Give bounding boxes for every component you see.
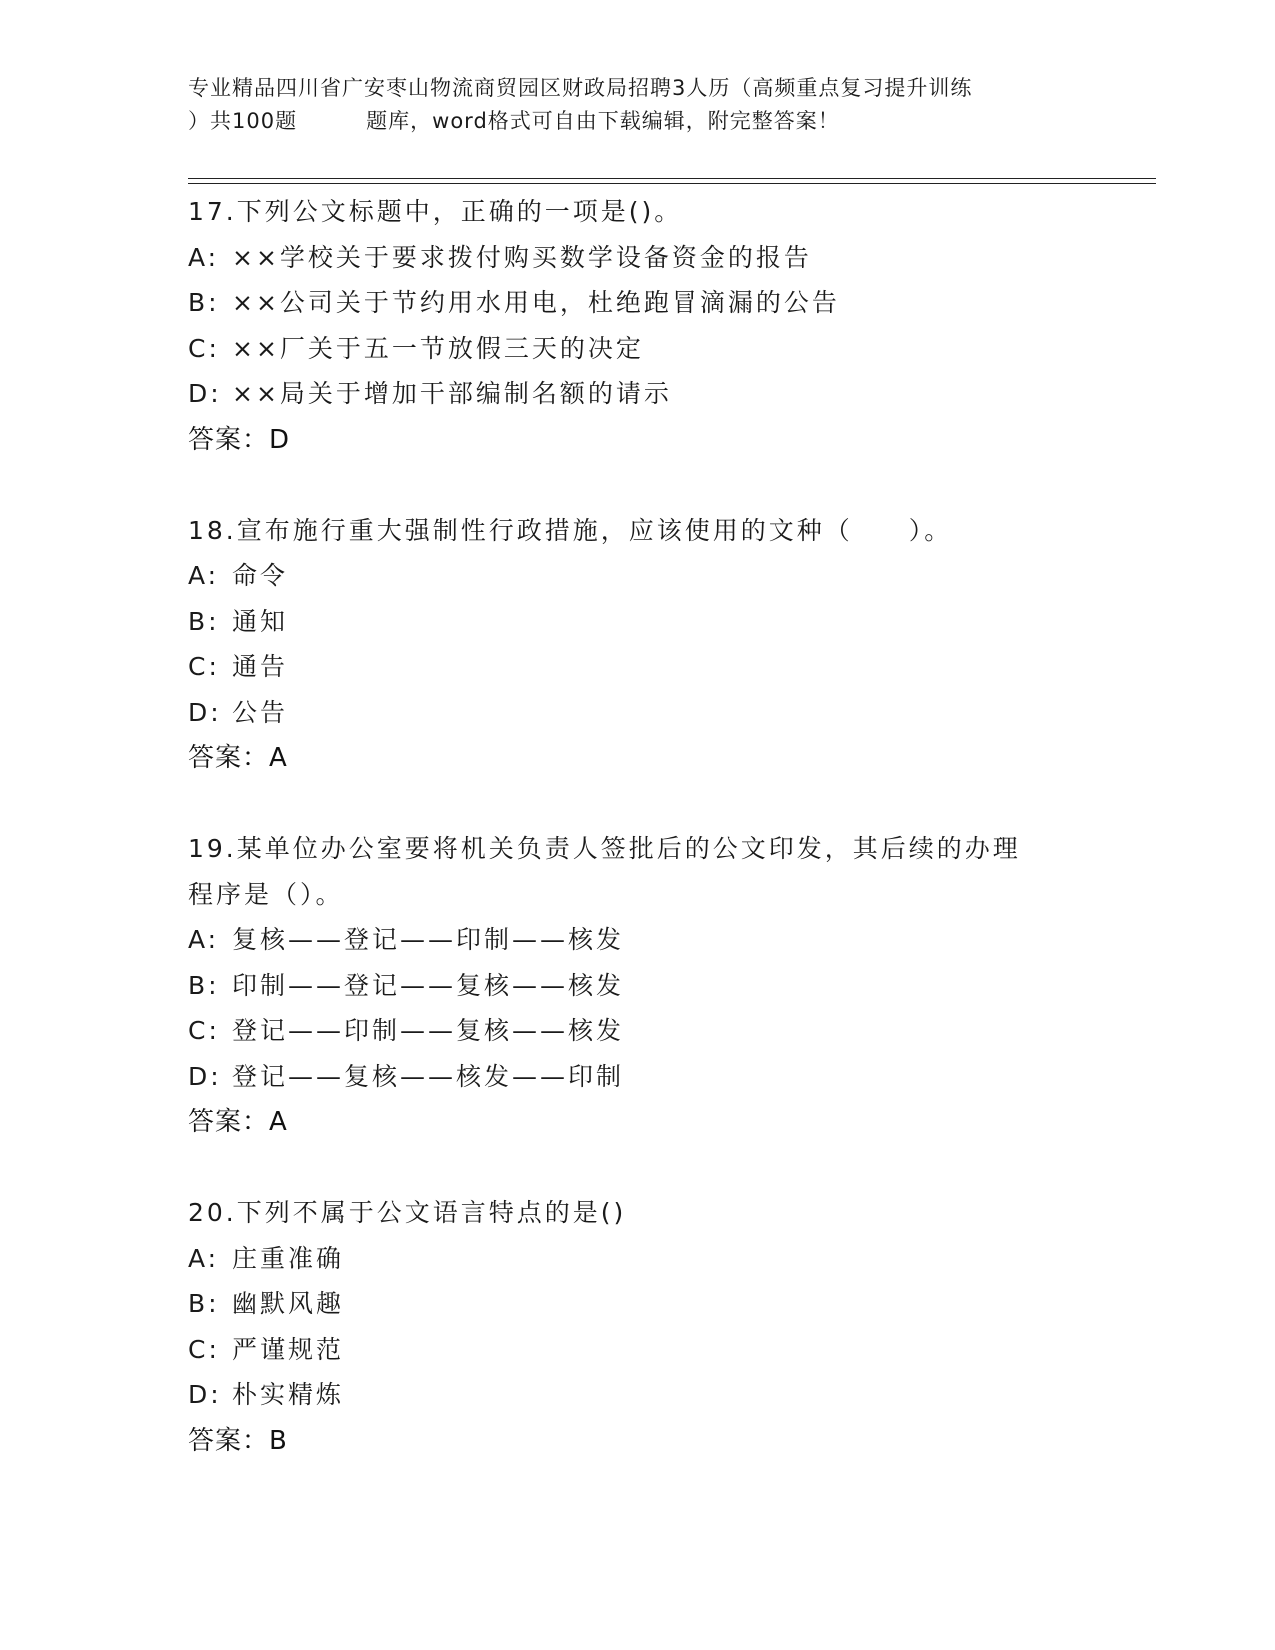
option-letter: D: xyxy=(188,379,222,408)
question-18 xyxy=(188,508,1088,782)
option-letter: A: xyxy=(188,925,220,954)
option-text: 登记——复核——核发——印制 xyxy=(232,1061,625,1091)
question-stem: 18.宣布施行重大强制性行政措施，应该使用的文种（ ）。 xyxy=(188,515,953,545)
option-text: 复核——登记——印制——核发 xyxy=(232,925,625,954)
option-text: ××局关于增加干部编制名额的请示 xyxy=(232,379,672,408)
option-letter: C: xyxy=(188,1016,220,1045)
question-list xyxy=(188,189,1088,1509)
option-letter: D: xyxy=(188,697,222,727)
option-d xyxy=(188,371,1088,417)
answer-label: 答案： xyxy=(188,1107,270,1137)
answer-value: A xyxy=(269,1107,288,1137)
option-b xyxy=(188,963,1088,1009)
option-letter: C: xyxy=(188,333,220,363)
option-letter: D: xyxy=(188,1380,222,1409)
question-19 xyxy=(188,826,1088,1145)
header-divider-top xyxy=(188,178,1156,179)
answer-label: 答案： xyxy=(188,743,270,773)
header-divider-bottom xyxy=(188,183,1156,184)
option-b xyxy=(188,599,1088,645)
option-text: 朴实精炼 xyxy=(232,1380,345,1409)
option-text: 通知 xyxy=(232,606,289,636)
option-letter: B: xyxy=(188,970,220,1000)
answer-line xyxy=(188,1099,1088,1145)
answer-value: B xyxy=(269,1425,288,1456)
option-d xyxy=(188,1054,1088,1100)
option-a xyxy=(188,1236,1088,1282)
option-text: ××学校关于要求拨付购买数学设备资金的报告 xyxy=(232,242,812,272)
answer-value: A xyxy=(269,743,288,773)
option-letter: B: xyxy=(188,288,220,317)
option-d xyxy=(188,1372,1088,1418)
option-b xyxy=(188,1281,1088,1327)
option-c xyxy=(188,644,1088,690)
option-text: 通告 xyxy=(232,652,289,681)
option-a xyxy=(188,553,1088,599)
document-header xyxy=(188,72,1088,138)
option-letter: B: xyxy=(188,606,220,636)
option-c xyxy=(188,1327,1088,1373)
option-c xyxy=(188,326,1088,372)
option-b xyxy=(188,280,1088,326)
question-17 xyxy=(188,189,1088,463)
option-letter: A: xyxy=(188,242,220,272)
option-letter: A: xyxy=(188,561,220,590)
answer-value: D xyxy=(269,424,291,455)
option-a xyxy=(188,235,1088,281)
answer-line xyxy=(188,417,1088,463)
option-text: 庄重准确 xyxy=(232,1243,345,1273)
header-line-2: ）共100题 题库，word格式可自由下载编辑，附完整答案！ xyxy=(188,109,840,133)
option-a xyxy=(188,917,1088,963)
question-stem: 19.某单位办公室要将机关负责人签批后的公文印发，其后续的办理程序是（）。 xyxy=(188,834,1021,909)
answer-line xyxy=(188,735,1088,781)
option-text: 登记——印制——复核——核发 xyxy=(232,1016,625,1045)
option-text: 命令 xyxy=(232,561,289,590)
option-d xyxy=(188,690,1088,736)
header-line-1: 专业精品四川省广安枣山物流商贸园区财政局招聘3人历（高频重点复习提升训练 xyxy=(188,76,973,100)
option-text: 公告 xyxy=(232,697,289,727)
option-text: ××厂关于五一节放假三天的决定 xyxy=(232,333,644,363)
question-stem: 17.下列公文标题中，正确的一项是()。 xyxy=(188,197,683,226)
option-letter: C: xyxy=(188,652,220,681)
option-letter: B: xyxy=(188,1289,220,1318)
option-text: 幽默风趣 xyxy=(232,1289,345,1318)
option-letter: A: xyxy=(188,1243,220,1273)
answer-line xyxy=(188,1418,1088,1464)
option-c xyxy=(188,1008,1088,1054)
answer-label: 答案： xyxy=(188,1425,270,1456)
option-letter: C: xyxy=(188,1334,220,1364)
option-text: 严谨规范 xyxy=(232,1334,345,1364)
option-text: ××公司关于节约用水用电，杜绝跑冒滴漏的公告 xyxy=(232,288,840,317)
answer-label: 答案： xyxy=(188,424,270,455)
option-text: 印制——登记——复核——核发 xyxy=(232,970,625,1000)
question-20 xyxy=(188,1190,1088,1464)
option-letter: D: xyxy=(188,1061,222,1091)
question-stem: 20.下列不属于公文语言特点的是() xyxy=(188,1198,627,1227)
